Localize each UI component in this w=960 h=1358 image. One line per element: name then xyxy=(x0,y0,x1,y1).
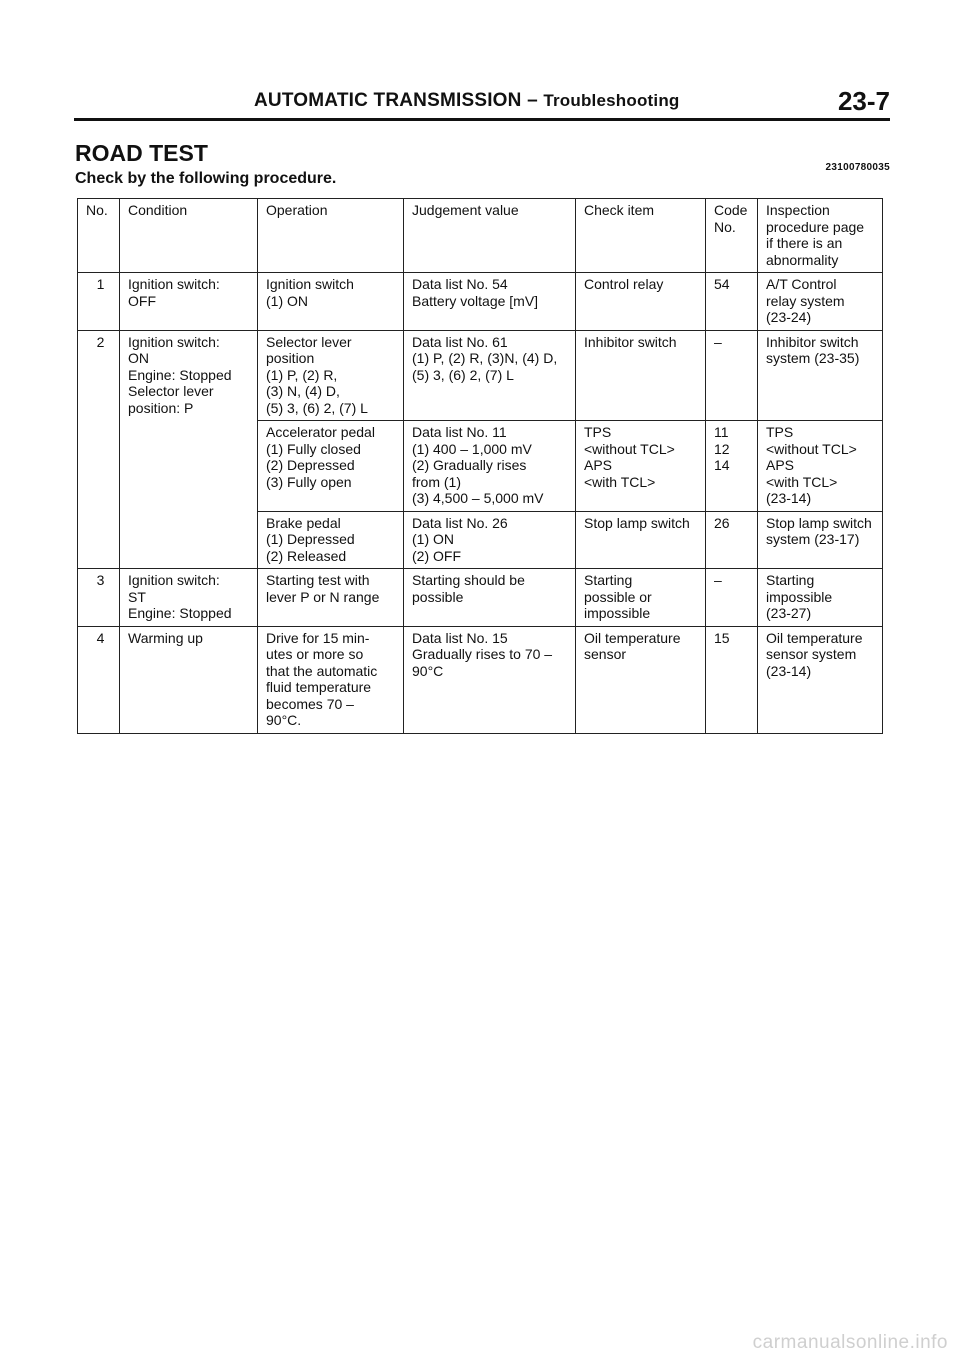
operation-cell: Brake pedal (1) Depressed (2) Released xyxy=(258,511,404,569)
watermark: carmanualsonline.info xyxy=(752,1332,948,1353)
condition-cell: Warming up xyxy=(120,626,258,733)
row-number: 1 xyxy=(78,273,120,331)
check-item-cell: Inhibitor switch xyxy=(576,330,706,421)
judgement-cell: Starting should be possible xyxy=(404,569,576,627)
condition-cell: Ignition switch: OFF xyxy=(120,273,258,331)
check-item-cell: Stop lamp switch xyxy=(576,511,706,569)
code-cell: 15 xyxy=(706,626,758,733)
header-subtitle: Troubleshooting xyxy=(543,91,680,110)
inspection-cell: Starting impossible (23-27) xyxy=(758,569,883,627)
operation-cell: Accelerator pedal (1) Fully closed (2) Depressed (3) Fully open xyxy=(258,421,404,512)
check-item-cell: Oil temperature sensor xyxy=(576,626,706,733)
code-cell: 11 12 14 xyxy=(706,421,758,512)
inspection-cell: A/T Control relay system (23-24) xyxy=(758,273,883,331)
inspection-cell: Oil temperature sensor system (23-14) xyxy=(758,626,883,733)
intro-text: Check by the following procedure. xyxy=(75,170,337,187)
page-number: 23-7 xyxy=(837,86,890,116)
operation-cell: Ignition switch (1) ON xyxy=(258,273,404,331)
table-row xyxy=(78,330,883,421)
column-header-condition: Condition xyxy=(120,199,258,273)
header-separator: – xyxy=(527,90,538,111)
check-item-cell: TPS <without TCL> APS <with TCL> xyxy=(576,421,706,512)
header-title xyxy=(254,90,680,112)
check-item-cell: Control relay xyxy=(576,273,706,331)
section-title: ROAD TEST xyxy=(75,140,208,166)
judgement-cell: Data list No. 15 Gradually rises to 70 – 90°C xyxy=(404,626,576,733)
column-header-inspection: Inspection procedure page if there is an abnormality xyxy=(758,199,883,273)
document-code: 23100780035 xyxy=(825,162,890,173)
operation-cell: Selector lever position (1) P, (2) R, (3) N, (4) D, (5) 3, (6) 2, (7) L xyxy=(258,330,404,421)
header-title-main: AUTOMATIC TRANSMISSION xyxy=(254,90,522,111)
column-header-judgement-value: Judgement value xyxy=(404,199,576,273)
judgement-cell: Data list No. 61 (1) P, (2) R, (3)N, (4) D, (5) 3, (6) 2, (7) L xyxy=(404,330,576,421)
column-header-operation: Operation xyxy=(258,199,404,273)
check-item-cell: Starting possible or impossible xyxy=(576,569,706,627)
table-row xyxy=(78,569,883,627)
header-rule xyxy=(74,118,890,121)
code-cell: – xyxy=(706,330,758,421)
judgement-cell: Data list No. 26 (1) ON (2) OFF xyxy=(404,511,576,569)
condition-cell: Ignition switch: ST Engine: Stopped xyxy=(120,569,258,627)
code-cell: 54 xyxy=(706,273,758,331)
judgement-cell: Data list No. 11 (1) 400 – 1,000 mV (2) Gradually rises from (1) (3) 4,500 – 5,000 mV xyxy=(404,421,576,512)
row-number: 2 xyxy=(78,330,120,569)
operation-cell: Drive for 15 min- utes or more so that the automatic fluid temperature becomes 70 – 90°C. xyxy=(258,626,404,733)
inspection-cell: Inhibitor switch system (23-35) xyxy=(758,330,883,421)
row-number: 3 xyxy=(78,569,120,627)
column-header-check-item: Check item xyxy=(576,199,706,273)
column-header-no: No. xyxy=(78,199,120,273)
page-header xyxy=(74,86,890,120)
code-cell: – xyxy=(706,569,758,627)
judgement-cell: Data list No. 54 Battery voltage [mV] xyxy=(404,273,576,331)
code-cell: 26 xyxy=(706,511,758,569)
table-header-row xyxy=(78,199,883,273)
condition-cell: Ignition switch: ON Engine: Stopped Selector lever position: P xyxy=(120,330,258,569)
inspection-cell: Stop lamp switch system (23-17) xyxy=(758,511,883,569)
table-row xyxy=(78,626,883,733)
operation-cell: Starting test with lever P or N range xyxy=(258,569,404,627)
inspection-cell: TPS <without TCL> APS <with TCL> (23-14) xyxy=(758,421,883,512)
column-header-code-no: Code No. xyxy=(706,199,758,273)
row-number: 4 xyxy=(78,626,120,733)
road-test-table xyxy=(77,198,883,734)
table-row xyxy=(78,273,883,331)
